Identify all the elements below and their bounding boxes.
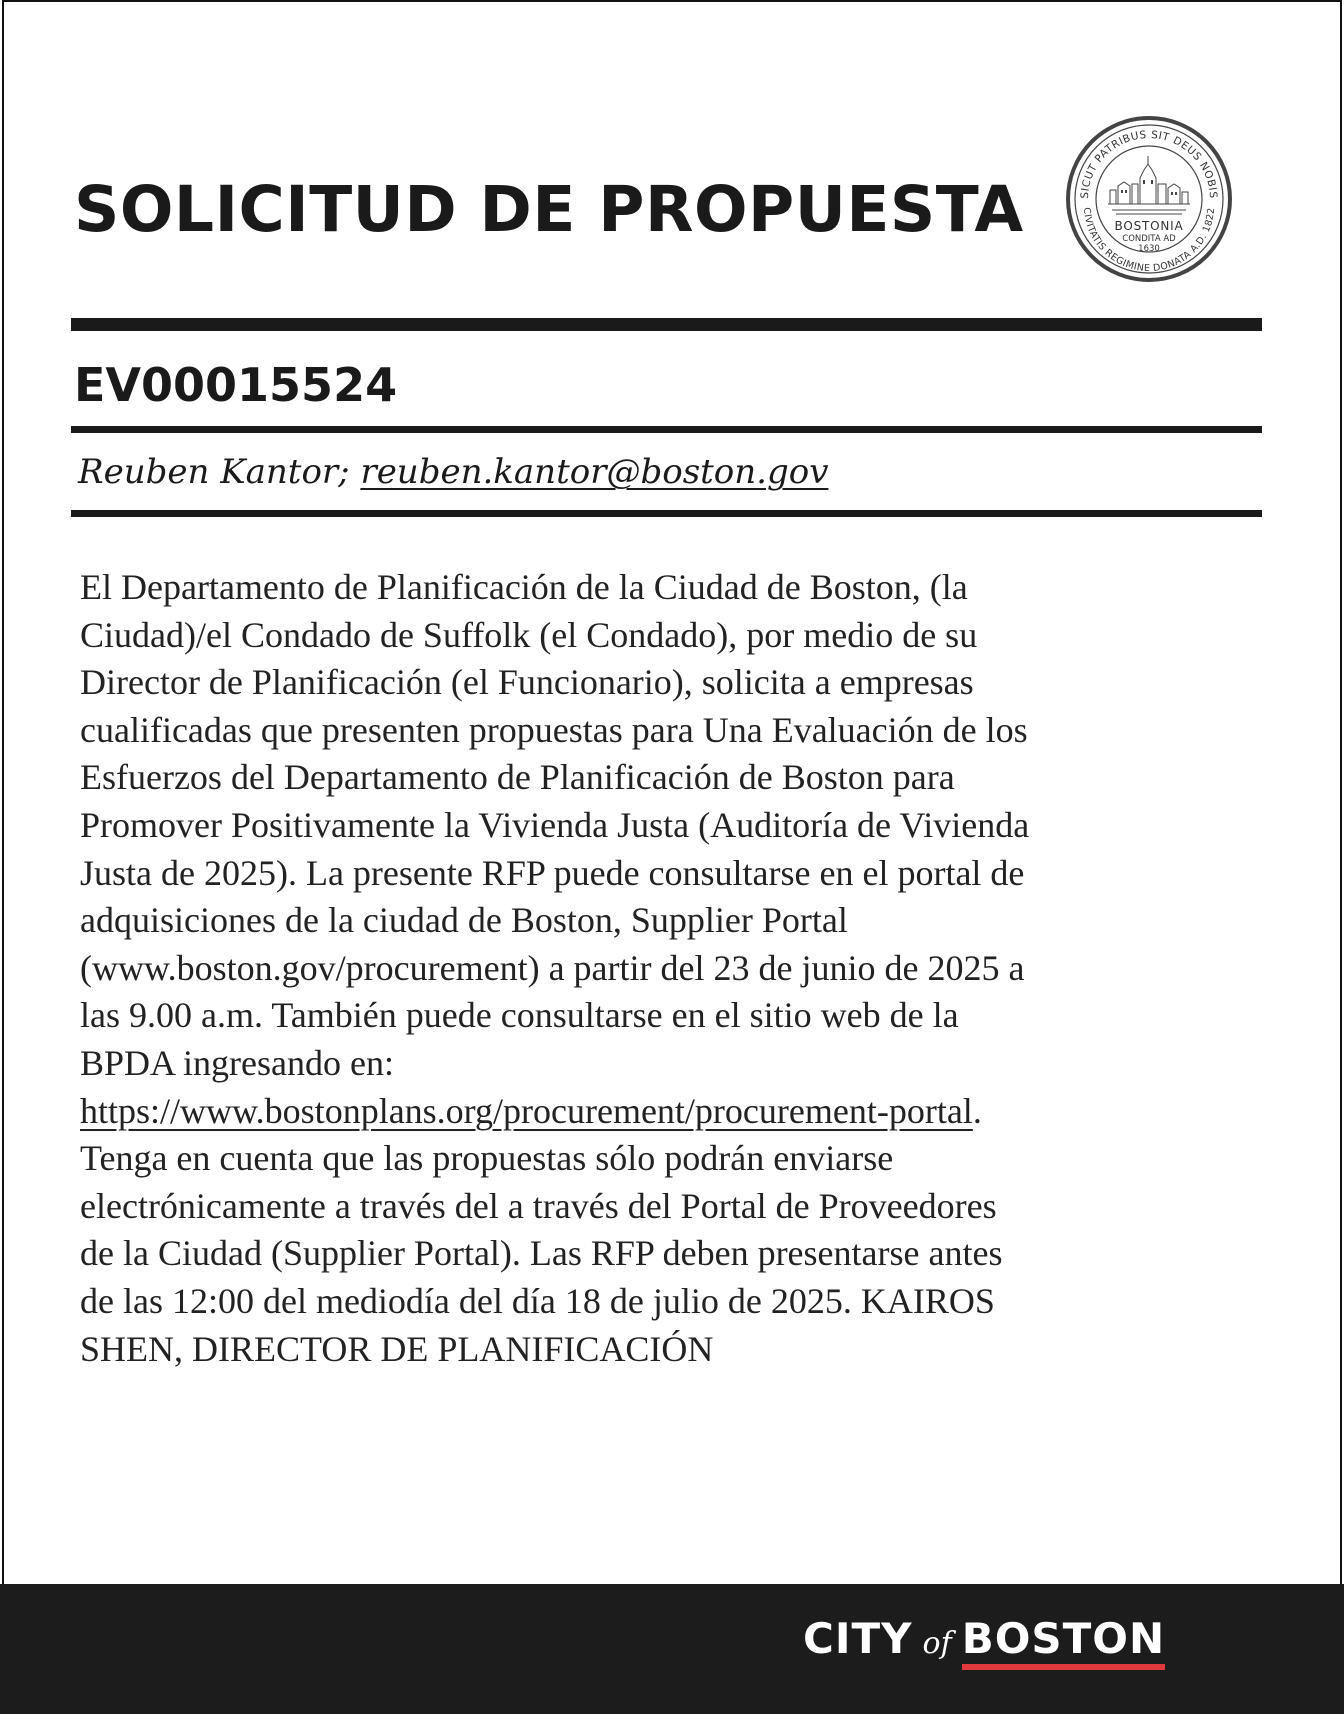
logo-boston: BOSTON	[962, 1614, 1165, 1670]
seal-motto: SICUT PATRIBUS SIT DEUS NOBIS	[1078, 128, 1220, 200]
body-line: Director de Planificación (el Funcionario), solicita a empresas	[80, 662, 974, 703]
boston-city-seal-icon	[1064, 114, 1234, 284]
body-line: SHEN, DIRECTOR DE PLANIFICACIÓN	[80, 1328, 714, 1369]
divider	[71, 510, 1262, 517]
contact-email-link[interactable]: reuben.kantor@boston.gov	[360, 452, 829, 492]
body-line: Ciudad)/el Condado de Suffolk (el Condado), por medio de su	[80, 614, 978, 655]
body-line: de la Ciudad (Supplier Portal). Las RFP deben presentarse antes	[80, 1233, 1003, 1274]
divider	[71, 426, 1262, 433]
logo-city: CITY	[803, 1614, 913, 1663]
contact-line	[78, 448, 828, 496]
document-title: SOLICITUD DE PROPUESTA	[74, 173, 1024, 246]
body-line: las 9.00 a.m. También puede consultarse en el sitio web de la	[80, 995, 959, 1036]
body-line: Justa de 2025). La presente RFP puede consultarse en el portal de	[80, 852, 1025, 893]
body-line: BPDA ingresando en:	[80, 1042, 394, 1083]
city-of-boston-logo	[803, 1614, 1165, 1684]
seal-condita: CONDITA AD	[1122, 234, 1176, 244]
body-line: de las 12:00 del mediodía del día 18 de julio de 2025. KAIROS	[80, 1280, 995, 1321]
notice-body	[80, 564, 1270, 1373]
contact-name: Reuben Kantor;	[78, 452, 350, 492]
procurement-portal-link[interactable]: https://www.bostonplans.org/procurement/procurement-portal	[80, 1090, 973, 1131]
body-line: adquisiciones de la ciudad de Boston, Supplier Portal	[80, 900, 848, 941]
seal-lower-motto: CIVITATIS REGIMINE DONATA A.D. 1822	[1080, 207, 1218, 275]
seal-name: BOSTONIA	[1114, 219, 1184, 233]
body-line: Tenga en cuenta que las propuestas sólo podrán enviarse	[80, 1138, 894, 1179]
body-line: Esfuerzos del Departamento de Planificación de Boston para	[80, 757, 955, 798]
seal-year: 1630	[1138, 244, 1160, 254]
divider-thick	[71, 318, 1262, 331]
rfp-number: EV00015524	[74, 358, 398, 412]
link-period: .	[972, 1090, 982, 1131]
body-line: El Departamento de Planificación de la Ciudad de Boston, (la	[80, 567, 968, 607]
logo-of: of	[922, 1626, 952, 1661]
body-line: (www.boston.gov/procurement) a partir del 23 de junio de 2025 a	[80, 947, 1025, 988]
body-line: electrónicamente a través del a través del Portal de Proveedores	[80, 1185, 997, 1226]
body-line: Promover Positivamente la Vivienda Justa (Auditoría de Vivienda	[80, 804, 1030, 845]
portal-link-line	[80, 1088, 1270, 1136]
body-line: cualificadas que presenten propuestas para Una Evaluación de los	[80, 709, 1028, 750]
